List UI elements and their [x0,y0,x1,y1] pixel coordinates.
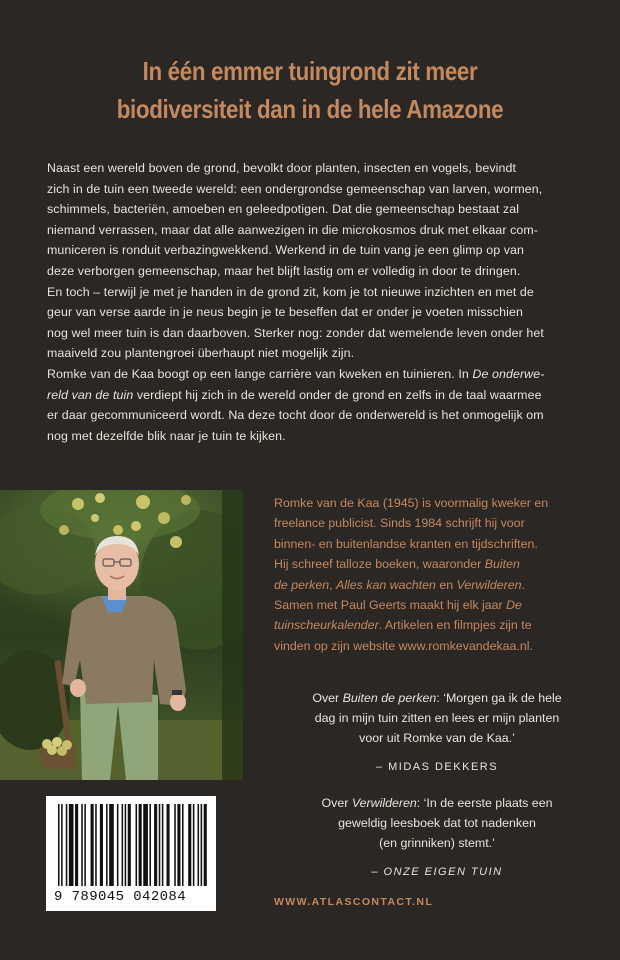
barcode-bar [109,804,114,886]
publisher-website: WWW.ATLASCONTACT.NL [274,896,434,908]
bio-line [274,554,604,574]
barcode-bar [193,804,195,886]
quote-line [272,688,602,708]
barcode-bar [117,804,119,886]
review-quote-2 [272,793,602,882]
barcode-bar [69,804,74,886]
barcode-bar [143,804,148,886]
blurb-line: zich in de tuin een tweede wereld: een ondergrondse gemeenschap van larven, wormen, [47,181,543,196]
barcode-bar [182,804,184,886]
barcode-bar [188,804,191,886]
book-title-italic: de perken [274,577,330,592]
barcode-bar [162,804,164,886]
bio-line [274,595,604,615]
barcode-bar [167,804,170,886]
blurb-text-part: verdiept hij zich in de wereld onder de grond en zelfs in de taal waarmee [133,387,542,402]
bio-line [274,575,604,595]
blurb-line: er daar gecommuniceerd wordt. Na deze tocht door de onderwereld is het onmogelijk om [47,408,544,423]
bio-text-part: , [329,577,337,592]
barcode-bar [159,804,161,886]
author-bio [274,493,604,656]
book-title-italic: reld van de tuin [47,387,134,402]
bio-text-part: Hij schreef talloze boeken, waaronder [274,557,485,572]
bio-line: vinden op zijn website www.romkevandekaa.nl. [274,638,533,653]
book-title-italic: De [506,598,522,613]
barcode-bar [81,804,83,886]
blurb-line: schimmels, bacteriën, amoeben en geleedpotigen. Dat die gemeenschap bestaat zal [47,202,520,217]
quote-line: (en grinniken) stemt.’ [379,836,495,851]
book-title-italic: Verwilderen [456,577,522,592]
book-title-italic: De onderwe- [472,366,545,381]
barcode-bar [177,804,180,886]
quote-text-part: Over [321,796,352,810]
blurb-line: municeren is ronduit verbazingwekkend. Werkend in de tuin vang je een glimp op van [47,243,525,258]
bio-line: Romke van de Kaa (1945) is voormalig kweker en [274,496,549,510]
blurb-line: niemand verrassen, maar dat alle aanwezigen in die microkosmos druk met elkaar com- [47,222,539,237]
barcode-bar [125,804,127,886]
barcode-bar [61,804,63,886]
bio-text-part: en [435,577,457,592]
isbn-number: 9 789045 042084 [54,889,187,905]
barcode-bar [201,804,203,886]
blurb-line [47,385,577,406]
barcode-bar [100,804,103,886]
bio-line [274,615,604,635]
book-title-italic: Alles kan wachten [336,577,436,592]
barcode-bar [75,804,78,886]
blurb-text [47,158,577,446]
quote-attribution: – ONZE EIGEN TUIN [371,865,503,878]
book-title-italic: Buiten [484,557,520,572]
barcode-bar [149,804,151,886]
quote-attribution: – MIDAS DEKKERS [375,760,499,773]
quote-line: voor uit Romke van de Kaa.’ [359,731,515,746]
quote-text-part: : ‘In de eerste plaats een [416,796,553,810]
barcode-bar [84,804,86,886]
blurb-line: nog met dezelfde blik naar je tuin te kijken. [47,428,286,443]
barcode-bars [46,796,216,891]
blurb-line: geur van verse aarde in je neus begin je te beseffen dat er onder je voeten misschien [47,305,523,320]
isbn-barcode [46,796,216,911]
barcode-bar [198,804,200,886]
blurb-line: nog wel meer tuin is dan daarboven. Sterker nog: zonder dat wemelende leven onder het [47,325,544,340]
blurb-text-part: Romke van de Kaa boogt op een lange carrière van kweken en tuinieren. In [47,366,473,381]
barcode-bar [106,804,108,886]
quote-line: dag in mijn tuin zitten en lees er mijn planten [314,711,560,726]
headline-line-2: biodiversiteit dan in de hele Amazone [116,94,504,124]
barcode-bar [66,804,68,886]
review-quote-1 [272,688,602,777]
headline-line-1: In één emmer tuingrond zit meer [142,56,478,86]
barcode-bar [174,804,176,886]
blurb-line: maaiveld zou plantengroei überhaupt niet mogelijk zijn. [47,346,355,361]
barcode-bar [139,804,142,886]
quote-line: geweldig leesboek dat tot nadenken [338,816,536,831]
book-title-italic: Verwilderen [351,796,417,810]
barcode-bar [95,804,97,886]
blurb-line: deze verborgen gemeenschap, maar het blijft lastig om er volledig in door te dringen. [47,263,521,278]
barcode-bar [154,804,157,886]
headline [43,52,576,128]
bio-line: freelance publicist. Sinds 1984 schrijft hij voor [274,516,525,531]
barcode-bar [58,804,60,886]
blurb-line: En toch – terwijl je met je handen in de grond zit, kom je tot nieuwe inzichten en met de [47,284,534,299]
book-title-italic: tuinscheurkalender [274,618,379,633]
barcode-bar [91,804,94,886]
barcode-bar [128,804,131,886]
bio-text-part: . Artikelen en filmpjes zijn te [378,618,532,633]
book-title-italic: Buiten de perken [342,691,437,705]
bio-text-part: Samen met Paul Geerts maakt hij elk jaar [274,598,507,613]
barcode-bar [204,804,207,886]
barcode-bar [136,804,138,886]
quote-text-part: : ‘Morgen ga ik de hele [436,691,562,705]
bio-text-part: . [521,577,525,592]
quote-line [272,793,602,813]
author-photo-illustration [0,490,243,780]
bio-line: binnen- en buitenlandse kranten en tijdschriften. [274,536,538,551]
blurb-line: Naast een wereld boven de grond, bevolkt door planten, insecten en vogels, bevindt [47,161,517,175]
barcode-bar [122,804,124,886]
quote-text-part: Over [312,691,343,705]
author-photo [0,490,243,780]
blurb-line [47,364,577,385]
